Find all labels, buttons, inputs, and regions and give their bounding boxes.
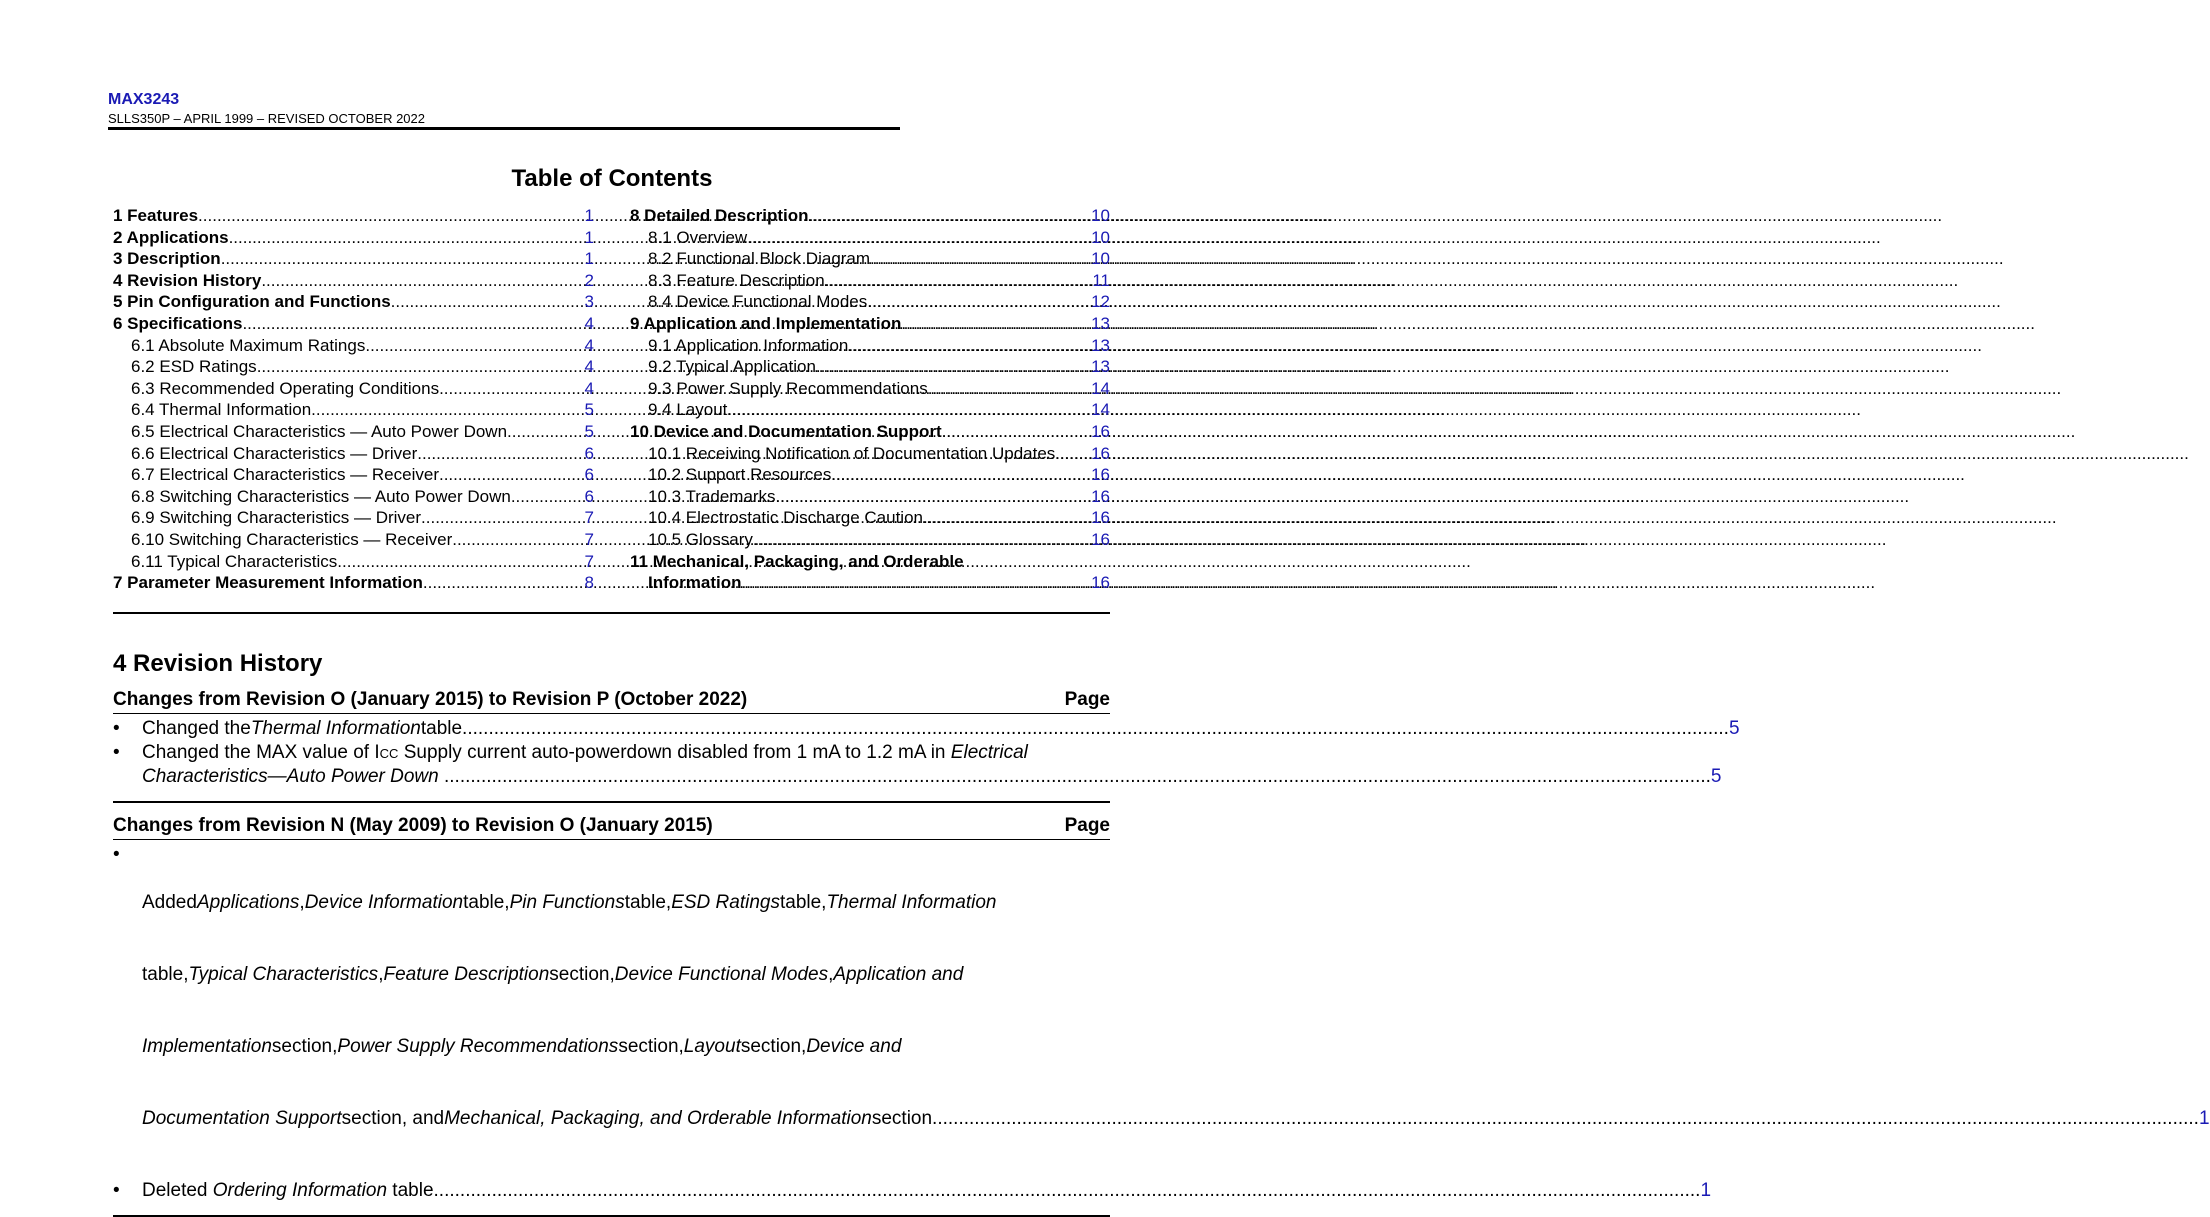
toc-entry-title[interactable]: Information <box>648 573 742 593</box>
bullet: • <box>113 742 120 763</box>
toc-page-link[interactable]: 6 <box>584 465 594 485</box>
revision-text: section, <box>740 1036 807 1057</box>
toc-page-link[interactable]: 6 <box>584 443 594 463</box>
toc-entry-title[interactable]: 9.2 Typical Application <box>648 357 816 377</box>
toc-page-link[interactable]: 14 <box>1091 378 1110 398</box>
leader-dots <box>229 227 584 249</box>
toc-entry[interactable] <box>630 486 1110 508</box>
toc-page-link[interactable]: 11 <box>1092 270 1110 290</box>
toc-entry-title[interactable]: 9.1 Application Information <box>648 335 849 355</box>
leader-dots <box>848 335 1090 357</box>
toc-page-link[interactable]: 4 <box>584 335 594 355</box>
toc-page-link[interactable]: 12 <box>1091 292 1110 312</box>
revision-text-emphasis: Device and <box>806 1036 902 1057</box>
revision-text-emphasis: ESD Ratings <box>671 892 780 913</box>
toc-page-link[interactable]: 16 <box>1091 443 1110 463</box>
toc-entry-title[interactable]: 1 Features <box>113 206 199 225</box>
revision-item <box>113 843 2210 1179</box>
toc-page-link[interactable]: 1 <box>584 227 594 247</box>
leader-dots <box>198 205 583 227</box>
toc-title: Table of Contents <box>511 165 713 192</box>
revision-text: Supply current auto-powerdown disabled from 1 mA to 1.2 mA in <box>398 742 951 763</box>
toc-entry-title[interactable]: 6.2 ESD Ratings <box>131 357 257 377</box>
revision-text: section, <box>618 1036 684 1057</box>
revision-text: table, <box>142 964 189 985</box>
toc-entry[interactable] <box>113 443 594 465</box>
toc-entry-title[interactable]: 6.8 Switching Characteristics — Auto Power Down <box>131 486 511 506</box>
toc-entry-title[interactable]: 11 Mechanical, Packaging, and Orderable <box>630 551 964 571</box>
leader-dots <box>507 421 583 443</box>
leader-dots <box>825 270 1092 292</box>
toc-page-link[interactable]: 4 <box>584 313 594 333</box>
toc-entry[interactable] <box>113 507 594 529</box>
revision-block-o <box>113 814 2210 1217</box>
toc-entry-title[interactable]: 9 Application and Implementation <box>630 313 902 333</box>
toc-entry-title[interactable]: 8.2 Functional Block Diagram <box>648 249 871 269</box>
toc-page-link[interactable]: 16 <box>1091 421 1110 441</box>
leader-dots <box>1055 443 1090 465</box>
toc-entry-title[interactable]: 10.5 Glossary <box>648 529 753 549</box>
toc-entry-title[interactable]: 2 Applications <box>113 227 229 247</box>
revision-heading-text: Changes from Revision N (May 2009) to Revision O (January 2015) <box>113 815 713 836</box>
revision-text-emphasis: Thermal Information <box>250 718 421 739</box>
leader-dots <box>776 486 1091 508</box>
toc-page-link[interactable]: 16 <box>1091 465 1110 485</box>
bullet: • <box>113 844 120 865</box>
toc-entry-title[interactable]: 6.3 Recommended Operating Conditions <box>131 378 440 398</box>
toc-entry[interactable] <box>113 378 594 400</box>
toc-entry-title[interactable]: 6.1 Absolute Maximum Ratings <box>131 335 366 355</box>
revision-text-emphasis: Electrical <box>950 742 1028 763</box>
toc-entry[interactable] <box>630 313 1110 335</box>
toc-entry-title[interactable]: 10.4 Electrostatic Discharge Caution <box>648 508 923 528</box>
toc-entry[interactable] <box>630 421 1110 443</box>
leader-dots <box>452 529 583 551</box>
leader-dots <box>221 248 584 270</box>
toc-entry[interactable] <box>113 529 594 551</box>
toc-right-column <box>630 205 1110 594</box>
page-link[interactable]: 5 <box>1728 718 1740 739</box>
toc-entry-title[interactable]: 8 Detailed Description <box>630 206 809 225</box>
toc-page-link[interactable]: 7 <box>584 529 594 549</box>
toc-page-link[interactable]: 1 <box>584 249 594 269</box>
toc-entry[interactable] <box>630 205 1110 227</box>
revision-text: , <box>378 964 384 985</box>
toc-entry[interactable] <box>630 378 1110 400</box>
toc-entry-title[interactable]: 5 Pin Configuration and Functions <box>113 292 391 312</box>
toc-entry[interactable] <box>630 248 1110 270</box>
revision-text-emphasis: Thermal Information <box>826 892 997 913</box>
toc-entry[interactable] <box>113 464 594 486</box>
toc-page-link[interactable]: 13 <box>1091 313 1110 333</box>
leader-dots <box>932 1107 2199 1131</box>
revision-heading <box>113 688 1110 714</box>
revision-text-emphasis: Characteristics—Auto Power Down <box>142 766 439 787</box>
part-number[interactable]: MAX3243 <box>108 91 180 108</box>
toc-entry-title[interactable]: 9.3 Power Supply Recommendations <box>648 378 928 398</box>
toc-entry-title[interactable]: 8.1 Overview <box>648 227 748 247</box>
toc-entry[interactable] <box>630 507 1110 529</box>
toc-page-link[interactable]: 2 <box>584 270 594 290</box>
toc-entry[interactable] <box>113 572 594 594</box>
revision-text-emphasis: Documentation Support <box>142 1108 342 1129</box>
leader-dots <box>337 551 583 573</box>
toc-entry-title[interactable]: 6.10 Switching Characteristics — Receiver <box>131 529 453 549</box>
toc-entry-title[interactable]: 6.5 Electrical Characteristics — Auto Power Down <box>131 421 508 441</box>
toc-entry-title[interactable]: 6.9 Switching Characteristics — Driver <box>131 508 422 528</box>
leader-dots <box>462 717 1729 741</box>
revision-text: table <box>420 718 463 739</box>
toc-entry[interactable] <box>630 270 1110 292</box>
revision-text: Changed the MAX value of I <box>142 742 380 763</box>
leader-dots <box>809 205 1091 227</box>
revision-text-emphasis: Pin Functions <box>509 892 625 913</box>
page-link[interactable]: 5 <box>1710 766 1722 787</box>
toc-entry[interactable] <box>630 227 1110 249</box>
leader-dots <box>727 399 1090 421</box>
toc-entry[interactable] <box>113 486 594 508</box>
leader-dots <box>742 572 1091 594</box>
revision-text-emphasis: Mechanical, Packaging, and Orderable Information <box>444 1108 872 1129</box>
leader-dots <box>901 313 1090 335</box>
toc-entry-title[interactable]: 10.2 Support Resources <box>648 465 832 485</box>
revision-item <box>113 1179 1712 1203</box>
toc-entry[interactable] <box>630 356 1110 378</box>
leader-dots <box>439 378 583 400</box>
revision-text: Changed the <box>142 718 251 739</box>
toc-page-link[interactable]: 10 <box>1091 249 1110 269</box>
revision-text-emphasis: Typical Characteristics <box>188 964 379 985</box>
section-title: 4 Revision History <box>113 650 323 677</box>
leader-dots <box>831 464 1090 486</box>
toc-entry[interactable] <box>113 205 594 227</box>
revision-text-emphasis: Implementation <box>142 1036 272 1057</box>
revision-item <box>113 717 1740 741</box>
revision-text: table, <box>779 892 827 913</box>
leader-dots <box>444 765 1711 789</box>
revision-text-emphasis: Layout <box>683 1036 741 1057</box>
page-column-label: Page <box>1064 815 1110 836</box>
toc-entry[interactable] <box>630 399 1110 421</box>
revision-text-emphasis: Ordering Information <box>212 1180 388 1201</box>
leader-dots <box>423 572 584 594</box>
toc-page-link[interactable]: 7 <box>584 508 594 528</box>
toc-page-link[interactable]: 5 <box>584 400 594 420</box>
revision-text: table, <box>463 892 510 913</box>
toc-entry[interactable] <box>630 291 1110 313</box>
revision-text-emphasis: Device Information <box>304 892 464 913</box>
toc-entry[interactable] <box>113 335 594 357</box>
toc-left-column <box>113 205 594 594</box>
toc-entry[interactable] <box>630 443 1110 465</box>
toc-entry-title[interactable]: 10.1 Receiving Notification of Documentation Updates <box>648 443 1056 463</box>
revision-text: section <box>871 1108 933 1129</box>
toc-entry-title[interactable]: 10.3 Trademarks <box>648 486 776 506</box>
leader-dots <box>867 291 1090 313</box>
revision-text: Added <box>142 892 197 913</box>
leader-dots <box>923 507 1090 529</box>
toc-entry[interactable] <box>630 572 1110 594</box>
toc-entry-title[interactable]: 4 Revision History <box>113 270 262 290</box>
toc-page-link[interactable]: 3 <box>584 292 594 312</box>
toc-entry[interactable] <box>630 529 1110 551</box>
toc-page-link[interactable]: 10 <box>1091 227 1110 247</box>
leader-dots <box>365 335 583 357</box>
toc-page-link[interactable]: 1 <box>584 206 594 225</box>
page-column-label: Page <box>1064 689 1110 710</box>
toc-entry-title[interactable]: 6.4 Thermal Information <box>131 400 312 420</box>
leader-dots <box>816 356 1090 378</box>
revision-block-p <box>113 688 1740 803</box>
toc-entry[interactable] <box>113 399 594 421</box>
toc-entry[interactable] <box>113 291 594 313</box>
toc-entry-title[interactable]: 6.6 Electrical Characteristics — Driver <box>131 443 418 463</box>
toc-entry[interactable] <box>113 421 594 443</box>
leader-dots <box>311 399 583 421</box>
leader-dots <box>747 227 1090 249</box>
leader-dots <box>753 529 1090 551</box>
leader-dots <box>942 421 1090 443</box>
leader-dots <box>434 1179 1701 1203</box>
revision-text: table <box>387 1180 434 1201</box>
toc-entry[interactable] <box>113 551 594 573</box>
leader-dots <box>511 486 584 508</box>
leader-dots <box>421 507 584 529</box>
leader-dots <box>928 378 1090 400</box>
toc-divider <box>113 612 1110 614</box>
toc-page-link[interactable]: 10 <box>1091 206 1110 225</box>
leader-dots <box>417 443 583 465</box>
leader-dots <box>391 291 584 313</box>
toc-page-link[interactable]: 5 <box>584 421 594 441</box>
revision-text: , <box>299 892 305 913</box>
page-header <box>108 90 900 127</box>
revision-text-emphasis: Applications <box>196 892 300 913</box>
leader-dots <box>439 464 584 486</box>
toc-entry[interactable] <box>113 248 594 270</box>
revision-text: section, <box>549 964 615 985</box>
revision-text: table, <box>624 892 672 913</box>
toc-entry-title[interactable]: 6.11 Typical Characteristics <box>131 551 338 571</box>
revision-text: section, <box>271 1036 338 1057</box>
toc-page-link[interactable]: 4 <box>584 378 594 398</box>
toc-entry-title[interactable]: 10 Device and Documentation Support <box>630 421 942 441</box>
toc-page-link[interactable]: 4 <box>584 357 594 377</box>
leader-dots <box>257 356 584 378</box>
header-divider <box>108 127 900 130</box>
toc-entry[interactable] <box>113 270 594 292</box>
toc-page-link[interactable]: 8 <box>584 573 594 593</box>
leader-dots <box>242 313 583 335</box>
leader-dots <box>870 248 1090 270</box>
toc-page-link[interactable]: 16 <box>1091 486 1110 506</box>
toc-page-link[interactable]: 14 <box>1091 400 1110 420</box>
revision-text-emphasis: Feature Description <box>383 964 550 985</box>
toc-entry[interactable] <box>113 313 594 335</box>
revision-text: section, and <box>341 1108 445 1129</box>
toc-entry-title[interactable]: 7 Parameter Measurement Information <box>113 573 423 593</box>
toc-entry-title[interactable]: 8.4 Device Functional Modes <box>648 292 868 312</box>
toc-entry-title[interactable]: 9.4 Layout <box>648 400 728 420</box>
toc-page-link[interactable]: 13 <box>1091 357 1110 377</box>
revision-text-emphasis: Application and <box>833 964 964 985</box>
revision-heading <box>113 814 1110 840</box>
revision-text: , <box>828 964 834 985</box>
revision-text-emphasis: Device Functional Modes <box>614 964 829 985</box>
revision-text: Deleted <box>142 1180 213 1201</box>
page-link[interactable]: 1 <box>1700 1180 1712 1201</box>
toc-entry[interactable] <box>630 335 1110 357</box>
toc-page-link[interactable]: 6 <box>584 486 594 506</box>
revision-divider <box>113 801 1110 803</box>
leader-dots <box>261 270 583 292</box>
toc-entry[interactable] <box>630 464 1110 486</box>
revision-heading-text: Changes from Revision O (January 2015) to Revision P (October 2022) <box>113 689 748 710</box>
toc-entry-title[interactable]: 3 Description <box>113 249 221 269</box>
toc-page-link[interactable]: 13 <box>1091 335 1110 355</box>
bullet: • <box>113 718 120 739</box>
toc-page-link[interactable]: 16 <box>1091 529 1110 549</box>
toc-entry[interactable] <box>113 356 594 378</box>
toc-entry[interactable] <box>113 227 594 249</box>
toc-entry-title[interactable]: 6.7 Electrical Characteristics — Receiver <box>131 465 439 485</box>
toc-entry-title[interactable]: 6 Specifications <box>113 313 243 333</box>
bullet: • <box>113 1180 120 1201</box>
toc-page-link[interactable]: 16 <box>1091 508 1110 528</box>
revision-text-emphasis: Power Supply Recommendations <box>337 1036 619 1057</box>
revision-item: • Changed the MAX value of I CC Supply current auto-powerdown disabled from 1 mA to 1.2 mA in Electrical Characteristics—Auto Power Down ..... 5 <box>113 741 1110 789</box>
document-id: SLLS350P – APRIL 1999 – REVISED OCTOBER 2022 <box>108 111 426 126</box>
toc-page-link[interactable]: 7 <box>584 551 594 571</box>
toc-entry-title[interactable]: 8.3 Feature Description <box>648 270 825 290</box>
toc-page-link[interactable]: 16 <box>1091 573 1110 593</box>
page-link[interactable]: 1 <box>2198 1108 2210 1129</box>
